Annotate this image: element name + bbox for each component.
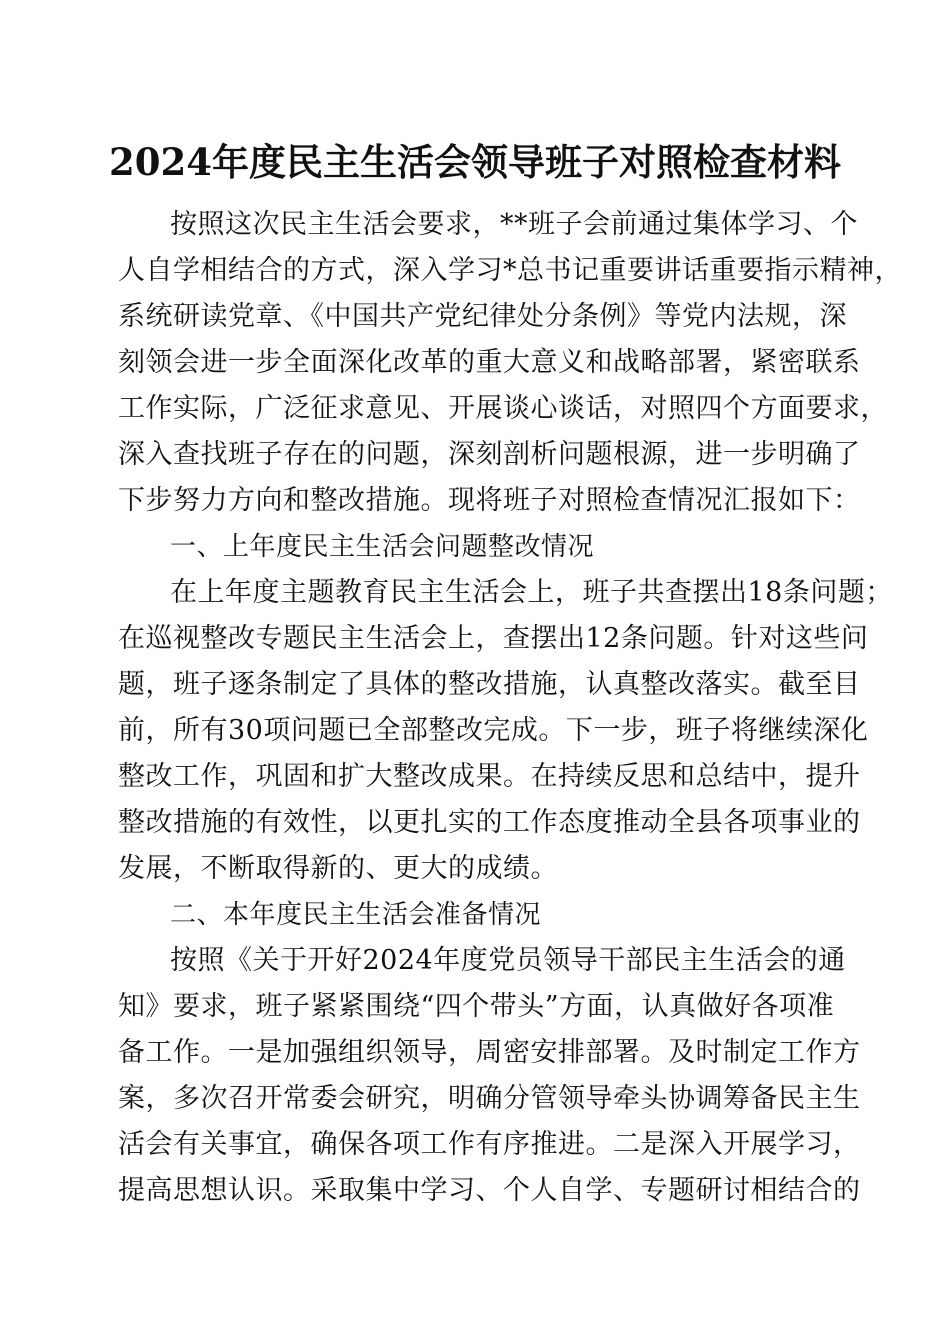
document-title: 2024年度民主生活会领导班子对照检查材料 <box>109 140 841 184</box>
intro-line-1: 按照这次民主生活会要求，**班子会前通过集体学习、个 <box>170 209 858 240</box>
section-1-line-3: 题，班子逐条制定了具体的整改措施，认真整改落实。截至目 <box>118 669 861 700</box>
section-1-line-4: 前，所有30项问题已全部整改完成。下一步，班子将继续深化 <box>118 715 869 746</box>
section-1-line-2: 在巡视整改专题民主生活会上，查摆出12条问题。针对这些问 <box>118 623 869 654</box>
section-2-heading: 二、本年度民主生活会准备情况 <box>170 900 542 930</box>
intro-line-5: 工作实际，广泛征求意见、开展谈心谈话，对照四个方面要求， <box>118 393 888 424</box>
section-1-line-7: 发展，不断取得新的、更大的成绩。 <box>118 853 558 884</box>
section-2-line-1: 按照《关于开好2024年度党员领导干部民主生活会的通 <box>170 945 846 976</box>
section-2-line-3: 备工作。一是加强组织领导，周密安排部署。及时制定工作方 <box>118 1037 861 1068</box>
intro-line-6: 深入查找班子存在的问题，深刻剖析问题根源，进一步明确了 <box>118 439 861 470</box>
section-2-line-5: 活会有关事宜，确保各项工作有序推进。二是深入开展学习， <box>118 1129 861 1160</box>
section-2-line-4: 案，多次召开常委会研究，明确分管领导牵头协调筹备民主生 <box>118 1083 861 1114</box>
section-2-line-6: 提高思想认识。采取集中学习、个人自学、专题研讨相结合的 <box>118 1175 861 1206</box>
intro-line-7: 下步努力方向和整改措施。现将班子对照检查情况汇报如下： <box>118 485 861 516</box>
intro-line-2: 人自学相结合的方式，深入学习*总书记重要讲话重要指示精神， <box>118 255 902 286</box>
section-1-line-5: 整改工作，巩固和扩大整改成果。在持续反思和总结中，提升 <box>118 761 861 792</box>
section-1-line-1: 在上年度主题教育民主生活会上，班子共查摆出18条问题； <box>170 577 893 608</box>
intro-line-4: 刻领会进一步全面深化改革的重大意义和战略部署，紧密联系 <box>118 347 861 378</box>
section-1-line-6: 整改措施的有效性，以更扎实的工作态度推动全县各项事业的 <box>118 807 861 838</box>
section-2-line-2: 知》要求，班子紧紧围绕“四个带头”方面，认真做好各项准 <box>118 991 835 1022</box>
section-1-heading: 一、上年度民主生活会问题整改情况 <box>170 532 595 562</box>
intro-line-3: 系统研读党章、《中国共产党纪律处分条例》等党内法规，深 <box>118 301 847 332</box>
